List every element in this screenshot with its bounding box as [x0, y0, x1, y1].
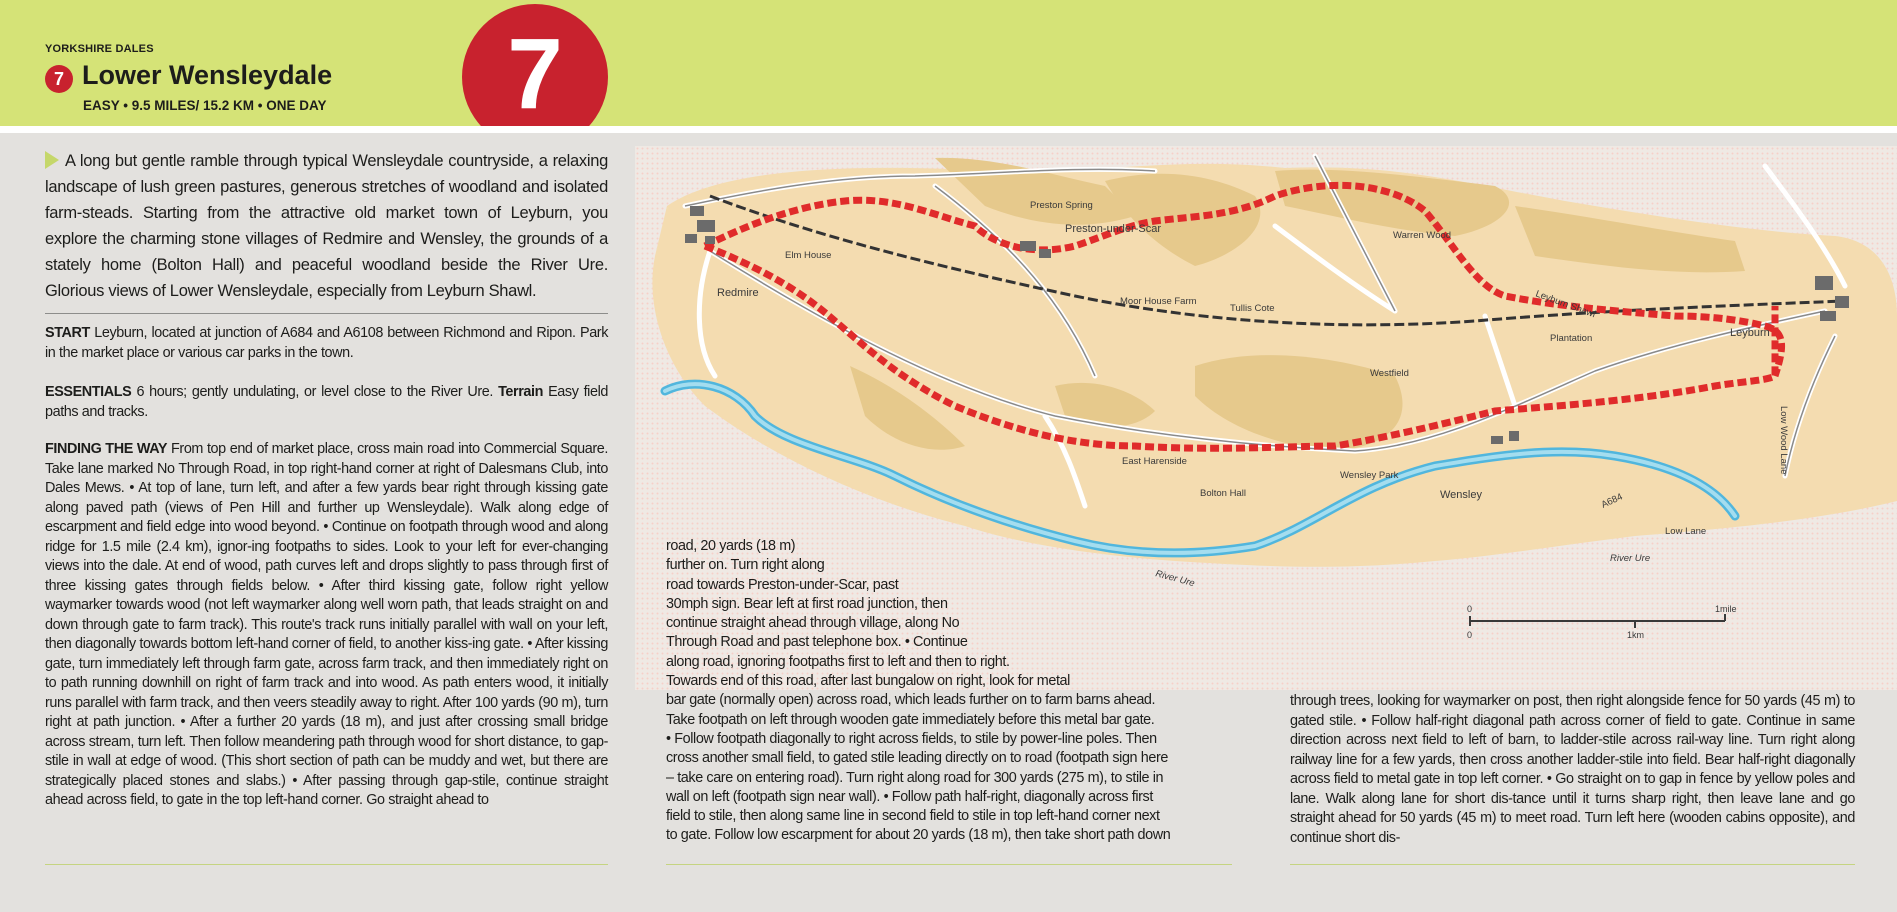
- map-label-leyburn: Leyburn: [1730, 327, 1770, 339]
- column2-line: continue straight ahead through village, along No: [666, 615, 960, 632]
- column2-line: road towards Preston-under-Scar, past: [666, 576, 899, 593]
- map-label-low-lane: Low Lane: [1665, 526, 1707, 537]
- essentials-label: ESSENTIALS: [45, 384, 132, 400]
- start-label: START: [45, 325, 90, 341]
- column2-footer-rule: [666, 864, 1232, 865]
- map-label-a684: A684: [1599, 491, 1625, 511]
- intro-divider: [45, 313, 608, 314]
- column2-line: wall on left (footpath sign near wall). • Follow path half-right, diagonally across first: [666, 788, 1153, 805]
- map-label-wensley-park: Wensley Park: [1340, 470, 1399, 481]
- big-number: 7: [462, 4, 608, 126]
- scale-zero-top: 0: [1467, 604, 1473, 614]
- map-label-river-ure-2: River Ure: [1610, 553, 1651, 564]
- terrain-text: Easy field paths and tracks.: [45, 384, 608, 420]
- column2-line: cross another small field, to gated stile leading directly on to road (footpath sign here: [666, 750, 1168, 767]
- finding-label: FINDING THE WAY: [45, 441, 168, 457]
- column2-line: Take footpath on left through wooden gate immediately before this metal bar gate.: [666, 711, 1155, 728]
- column2-line: 30mph sign. Bear left at first road junction, then: [666, 595, 948, 612]
- intro-paragraph: [45, 148, 608, 304]
- column2-line: to gate. Follow low escarpment for about 20 yards (18 m), then take short path down: [666, 827, 1171, 844]
- triangle-bullet-icon: [45, 151, 59, 169]
- column2-line: Towards end of this road, after last bungalow on right, look for metal: [666, 673, 1070, 690]
- page-title: Lower Wensleydale: [82, 60, 333, 90]
- map-label-preston-under-scar: Preston-under-Scar: [1065, 223, 1161, 235]
- map-label-leyburn-shawl: Leyburn Shawl: [1533, 288, 1597, 321]
- column2-line: • Follow footpath diagonally to right across fields, to stile by power-line poles. Then: [666, 730, 1157, 747]
- map-label-bolton-hall: Bolton Hall: [1200, 488, 1246, 499]
- scale-km: 1km: [1627, 630, 1645, 640]
- map-label-warren-wood: Warren Wood: [1393, 230, 1452, 241]
- column2-line: Through Road and past telephone box. • Continue: [666, 634, 968, 651]
- map-label-redmire: Redmire: [717, 287, 759, 299]
- map-label-low-wood-lane: Low Wood Lane: [1778, 406, 1789, 475]
- column2-text: [666, 537, 1232, 846]
- column3-footer-rule: [1290, 864, 1855, 865]
- map-label-preston-spring: Preston Spring: [1030, 200, 1093, 211]
- map-label-moor-house-farm: Moor House Farm: [1120, 296, 1197, 307]
- big-number-badge: [462, 4, 608, 126]
- route-number-badge: 7: [45, 65, 73, 93]
- finding-text: From top end of market place, cross main road into Commercial Square. Take lane marked No Through Road, in top right-hand corner at right of Dalesmans Club, into Dales Mews. • At top of lane, turn left, and after a few yards bear right through kissing gate along paved path (views of Pen Hill and further up Wensleydale). Walk along edge of escarpment and field edge into wood beyond. • Continue on footpath through wood and along ridge for 1.5 mile (2.4 km), ignor-ing footpaths to sides. Look to your left for ever-changing views into the dale. At end of wood, path curves left and drops slightly to pass through first of three kissing gates through fields below. • After third kissing gate, follow right yellow waymarker towards wood (not left waymarker along well worn path, that leads straight on and down through gate to farm track). This route's track runs initially parallel with wall on your left, then diagonally towards bottom left-hand corner of field, to another kiss-ing gate. • After kissing gate, turn immediately left through farm gate, across farm track, and then immediately right on to path running downhill on right of farm track and into wood. As path enters wood, it initially runs parallel with farm track, and then veers steadily away to right. After 100 yards (90 m), turn right at path junction. • After a further 20 yards (18 m), and just after crossing small bridge across stream, turn left. Then follow meandering path through wood for short distance, to gap-stile in wall at edge of wood. (This short section of path can be muddy and wet, but there are strategically placed stones and slabs.) • After passing through gap-stile, continue straight ahead across field, to gate in the top left-hand corner. Go straight ahead to: [45, 441, 608, 808]
- scale-zero-bottom: 0: [1467, 630, 1473, 640]
- map-label-plantation: Plantation: [1550, 333, 1593, 344]
- column2-line: – take care on entering road). Turn right along road for 300 yards (275 m), to stile in: [666, 769, 1164, 786]
- route-summary: EASY • 9.5 MILES/ 15.2 KM • ONE DAY: [83, 98, 327, 113]
- map-label-westfield: Westfield: [1370, 368, 1409, 379]
- map-label-tullis-cote: Tullis Cote: [1230, 303, 1275, 314]
- map-label-wensley: Wensley: [1440, 489, 1482, 501]
- intro-text: A long but gentle ramble through typical Wensleydale countryside, a relaxing landscape of lush green pastures, generous stretches of woodland and isolated farm-steads. Starting from the attractive old market town of Leyburn, you explore the charming stone villages of Redmire and Wensley, the grounds of a stately home (Bolton Hall) and peaceful woodland beside the River Ure. Glorious views of Lower Wensleydale, especially from Leyburn Shawl.: [45, 152, 608, 300]
- finding-the-way-paragraph: [45, 440, 608, 811]
- start-paragraph: [45, 324, 608, 363]
- scale-mile: 1mile: [1715, 604, 1737, 614]
- start-text: Leyburn, located at junction of A684 and A6108 between Richmond and Ripon. Park in the market place or various car parks in the town.: [45, 325, 608, 361]
- essentials-text: 6 hours; gently undulating, or level close to the River Ure.: [131, 384, 499, 400]
- terrain-label: Terrain: [498, 384, 543, 400]
- header-divider: [0, 126, 1897, 133]
- essentials-paragraph: [45, 383, 608, 422]
- column2-line: further on. Turn right along: [666, 557, 825, 574]
- column2-line: along road, ignoring footpaths first to left and then to right.: [666, 653, 1010, 670]
- column3-text: through trees, looking for waymarker on post, then right alongside fence for 50 yards (45 m) to gated stile. • Follow half-right diagonal path across corner of field to gate. Continue in same direction across next field to left of barn, to ladder-stile across rail-way line. Turn right along railway line for a few yards, then cross another ladder-stile into field. Bear half-right diagonally across field to metal gate in top left corner. • Go straight on to gap in fence by yellow poles and lane. Walk along lane for short dis-tance until it turns sharp right, then leave lane and go straight ahead for 50 yards (45 m) to meet road. Turn left here (wooden cabins opposite), and continue short dis-: [1290, 693, 1855, 846]
- map-label-elm-house: Elm House: [785, 250, 832, 261]
- map-label-river-ure-1: River Ure: [1154, 568, 1196, 590]
- region-label: YORKSHIRE DALES: [45, 43, 154, 55]
- column2-line: bar gate (normally open) across road, which leads further on to farm barns ahead.: [666, 692, 1156, 709]
- column2-line: field to stile, then along same line in second field to stile in top left-hand corner next: [666, 808, 1160, 825]
- column2-line: road, 20 yards (18 m): [666, 538, 796, 554]
- column1-footer-rule: [45, 864, 608, 865]
- map-label-east-harenside: East Harenside: [1122, 456, 1187, 467]
